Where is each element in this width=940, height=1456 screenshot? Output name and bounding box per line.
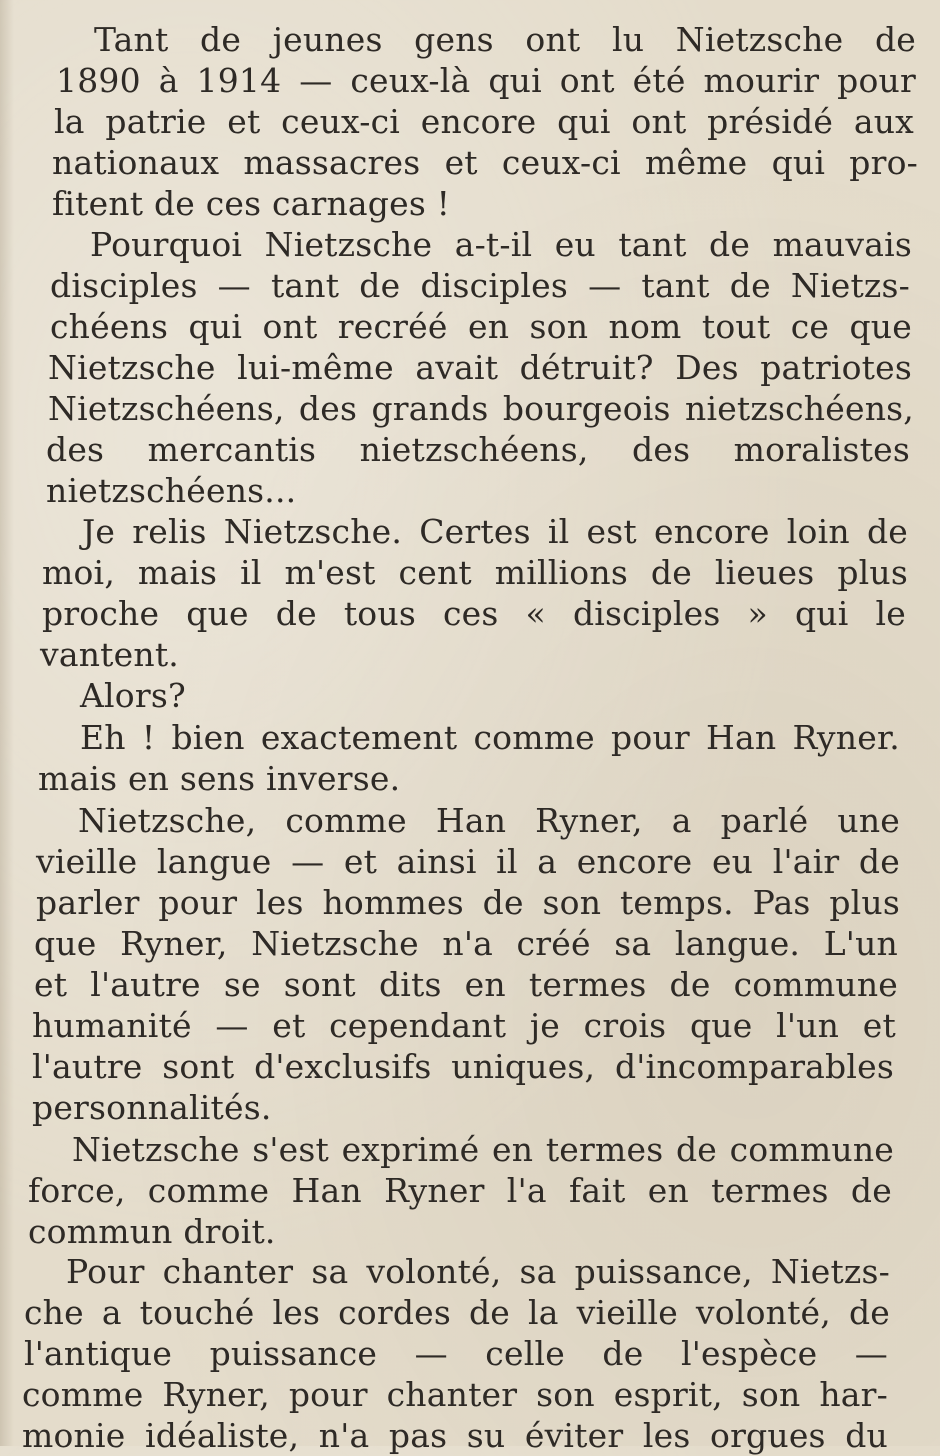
text-line-11: des mercantis nietzschéens, des moralistes: [46, 430, 910, 469]
text-line-28: Nietzsche s'est exprimé en termes de commune: [72, 1130, 894, 1169]
text-line-9: Nietzsche lui-même avait détruit? Des patriotes: [48, 348, 912, 387]
text-line-26: l'autre sont d'exclusifs uniques, d'incomparables: [32, 1047, 894, 1086]
text-line-12: nietzschéens...: [46, 471, 297, 510]
page-edge-shadow: [0, 0, 14, 1446]
text-line-1: Tant de jeunes gens ont lu Nietzsche de: [94, 20, 916, 59]
text-line-30: commun droit.: [28, 1212, 276, 1251]
text-line-23: que Ryner, Nietzsche n'a créé sa langue. L'un: [34, 924, 898, 963]
text-line-16: vantent.: [40, 635, 179, 674]
text-line-15: proche que de tous ces « disciples » qui le: [42, 594, 906, 633]
text-line-7: disciples — tant de disciples — tant de Nietzs-: [50, 266, 910, 305]
text-line-29: force, comme Han Ryner l'a fait en termes de: [28, 1171, 892, 1210]
text-line-10: Nietzschéens, des grands bourgeois nietzschéens,: [48, 389, 914, 428]
text-line-2: 1890 à 1914 — ceux-là qui ont été mourir pour: [56, 61, 916, 100]
text-line-3: la patrie et ceux-ci encore qui ont présidé aux: [54, 102, 914, 141]
text-line-4: nationaux massacres et ceux-ci même qui pro-: [52, 143, 918, 182]
text-line-14: moi, mais il m'est cent millions de lieues plus: [42, 553, 908, 592]
text-line-24: et l'autre se sont dits en termes de commune: [34, 965, 898, 1004]
text-line-32: che a touché les cordes de la vieille volonté, de: [24, 1293, 890, 1332]
text-line-20: Nietzsche, comme Han Ryner, a parlé une: [78, 801, 900, 840]
text-line-35: monie idéaliste, n'a pas su éviter les orgues du: [22, 1416, 888, 1455]
text-line-6: Pourquoi Nietzsche a-t-il eu tant de mauvais: [90, 225, 912, 264]
text-line-22: parler pour les hommes de son temps. Pas plus: [36, 883, 900, 922]
text-line-5: fitent de ces carnages !: [52, 184, 451, 223]
text-line-31: Pour chanter sa volonté, sa puissance, Nietzs-: [66, 1252, 890, 1291]
text-line-25: humanité — et cependant je crois que l'un et: [32, 1006, 896, 1045]
text-line-17: Alors?: [80, 676, 186, 715]
text-line-27: personnalités.: [32, 1088, 272, 1127]
text-line-33: l'antique puissance — celle de l'espèce —: [24, 1334, 888, 1373]
text-line-21: vieille langue — et ainsi il a encore eu l'air de: [36, 842, 900, 881]
text-line-34: comme Ryner, pour chanter son esprit, son har-: [22, 1375, 888, 1414]
text-line-19: mais en sens inverse.: [38, 759, 401, 798]
text-line-18: Eh ! bien exactement comme pour Han Ryner.: [80, 718, 900, 757]
text-line-8: chéens qui ont recréé en son nom tout ce que: [50, 307, 912, 346]
text-line-13: Je relis Nietzsche. Certes il est encore loin de: [82, 512, 908, 551]
